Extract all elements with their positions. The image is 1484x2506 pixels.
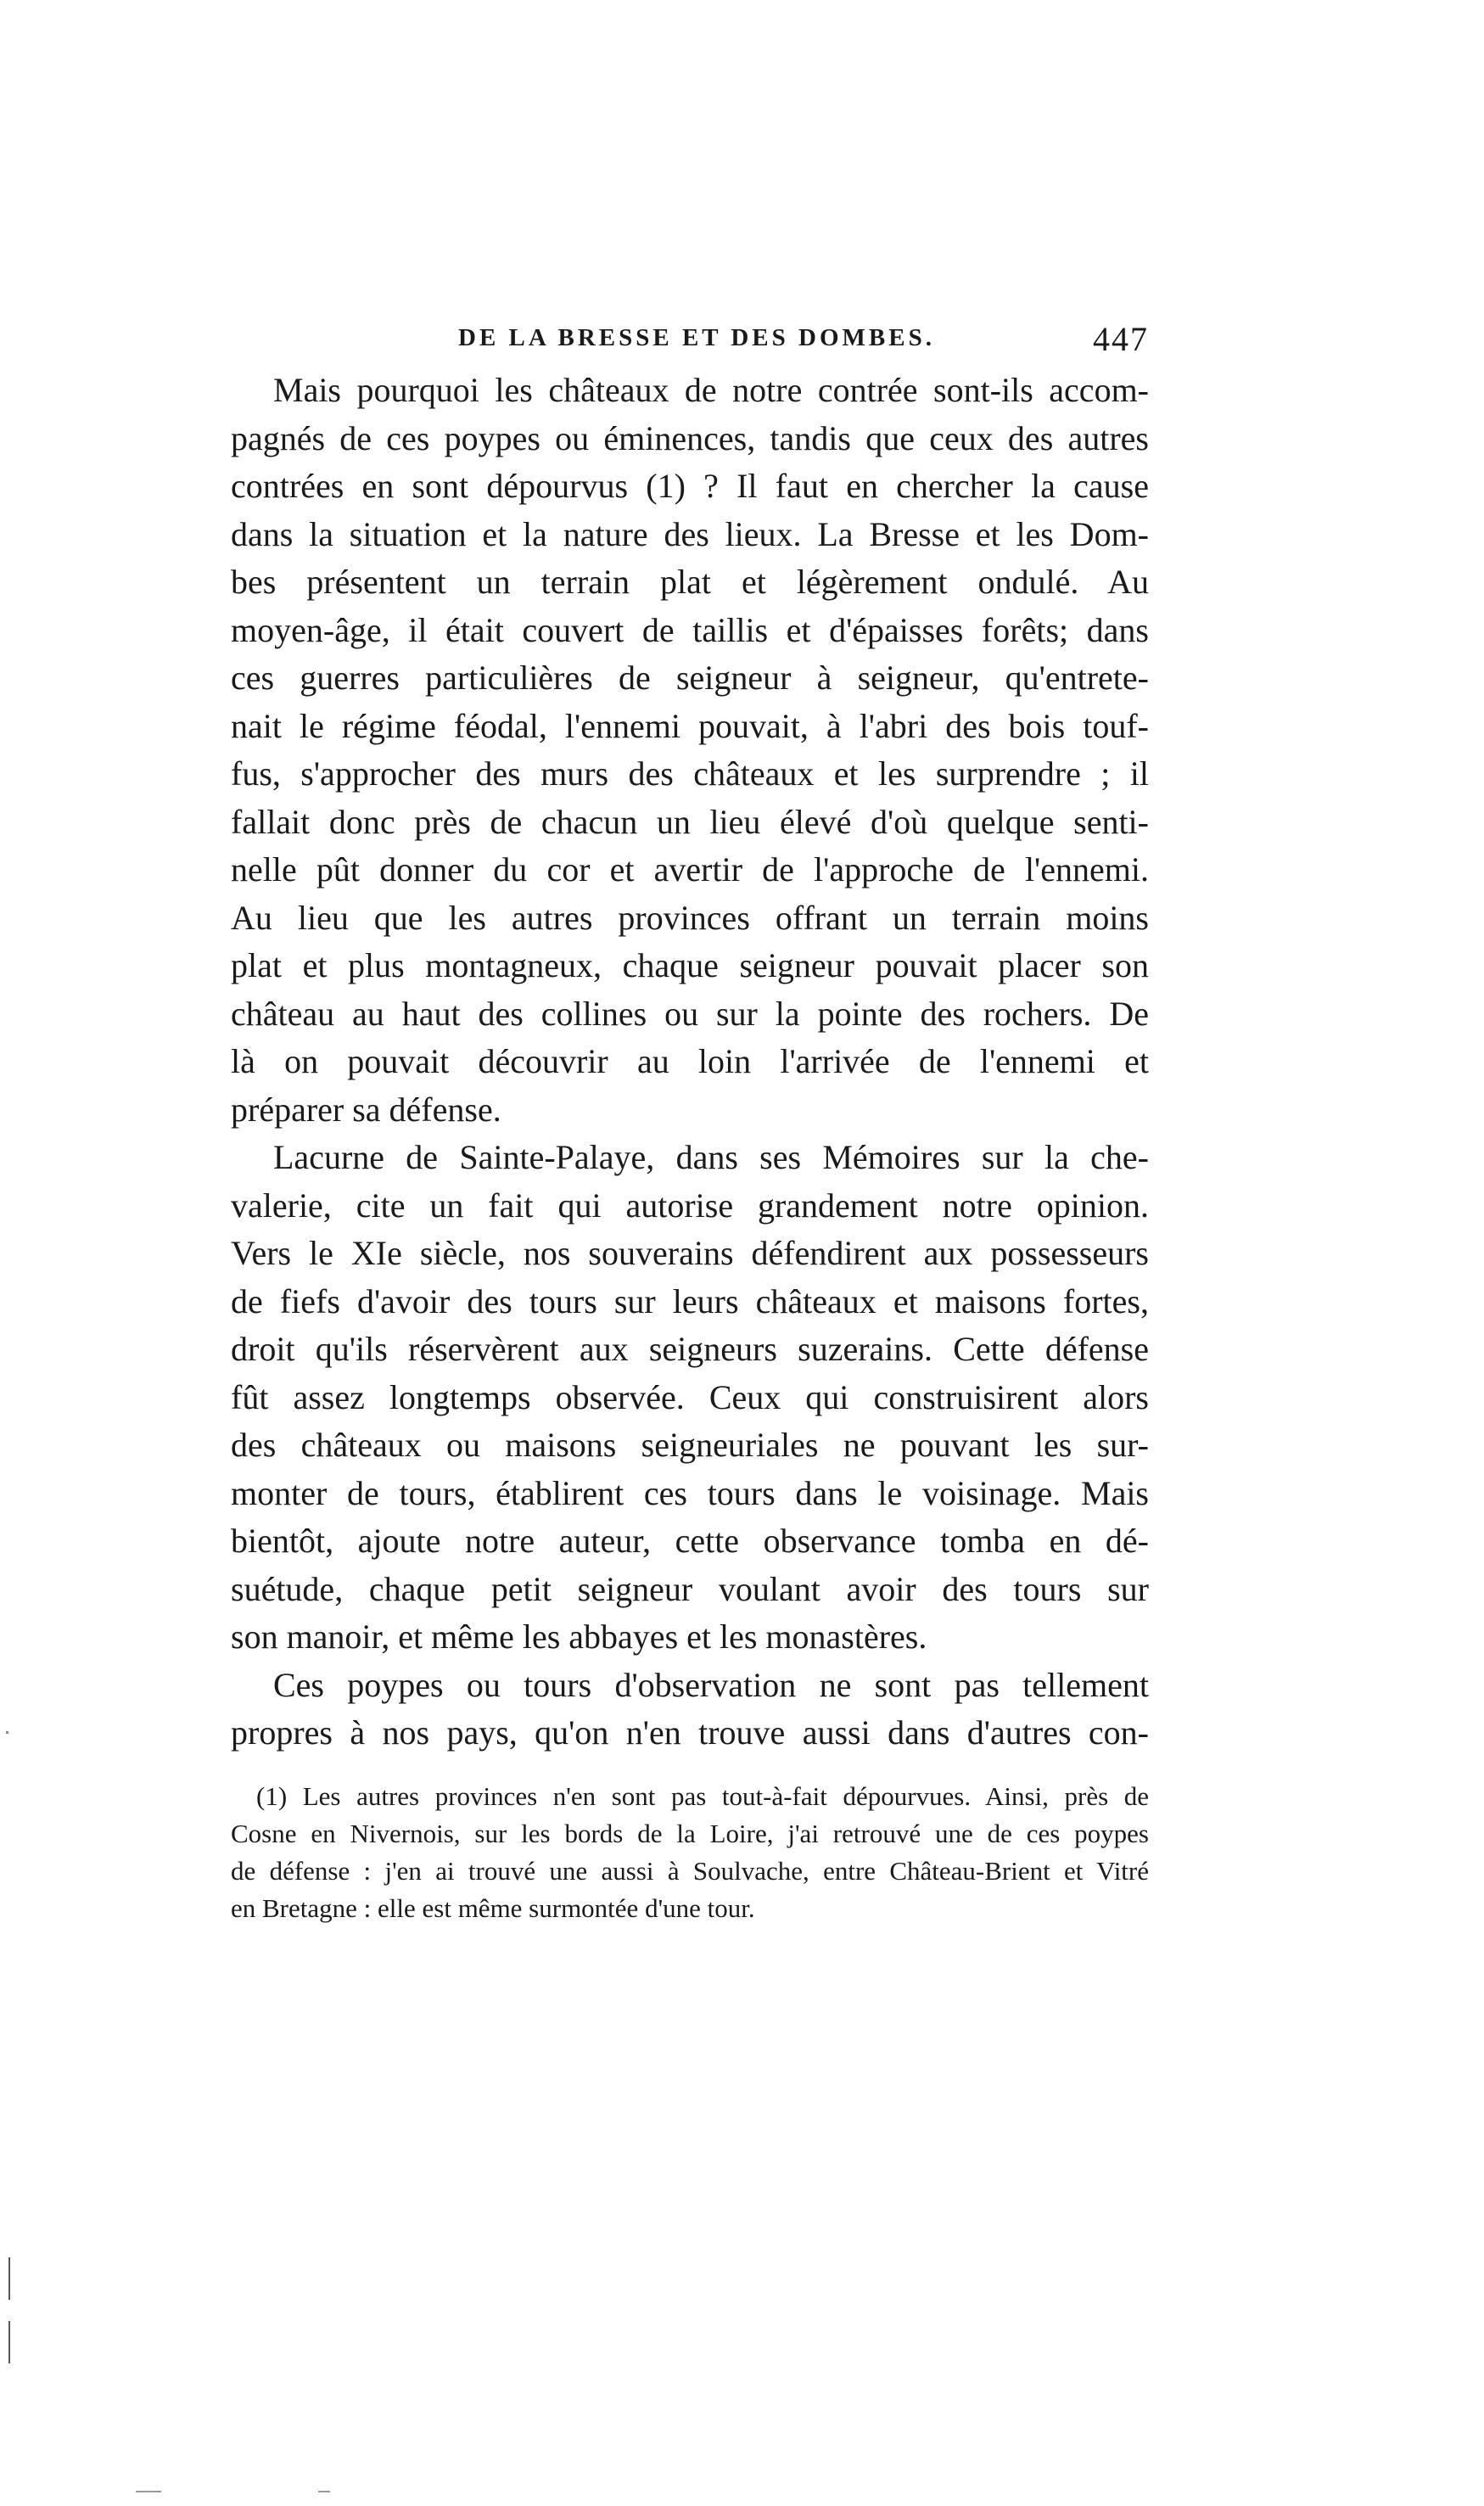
text-line: moyen-âge, il était couvert de taillis et d'épaisses forêts; dans (231, 610, 1149, 649)
body-text (231, 367, 1149, 1758)
text-line: château au haut des collines ou sur la pointe des rochers. De (231, 994, 1149, 1033)
margin-line-mark (8, 2321, 10, 2363)
text-line: contrées en sont dépourvus (1) ? Il faut en chercher la cause (231, 467, 1149, 505)
text-line: valerie, cite un fait qui autorise grandement notre opinion. (231, 1186, 1149, 1225)
text-line: dans la situation et la nature des lieux. La Bresse et les Dom- (231, 514, 1149, 553)
text-line: Mais pourquoi les châteaux de notre contrée sont-ils accom- (273, 371, 1149, 409)
bottom-scan-mark (136, 2491, 161, 2492)
text-line: ces guerres particulières de seigneur à seigneur, qu'entrete- (231, 659, 1149, 697)
text-line: nait le régime féodal, l'ennemi pouvait, à l'abri des bois touf- (231, 706, 1149, 745)
text-line: préparer sa défense. (231, 1090, 501, 1129)
footnote-line: de défense : j'en ai trouvé une aussi à Soulvache, entre Château-Brient et Vitré (231, 1856, 1149, 1886)
footnotes (231, 1778, 1149, 1927)
footnote-line: en Bretagne : elle est même surmontée d'une tour. (231, 1893, 755, 1923)
running-title: DE LA BRESSE ET DES DOMBES. (458, 324, 935, 351)
text-line: suétude, chaque petit seigneur voulant avoir des tours sur (231, 1569, 1149, 1608)
text-line: bientôt, ajoute notre auteur, cette observance tomba en dé- (231, 1522, 1149, 1560)
text-line: monter de tours, établirent ces tours dans le voisinage. Mais (231, 1473, 1149, 1512)
text-line: bes présentent un terrain plat et légèrement ondulé. Au (231, 563, 1149, 601)
footnote-line: (1) Les autres provinces n'en sont pas tout-à-fait dépourvues. Ainsi, près de (256, 1781, 1149, 1811)
text-line: Au lieu que les autres provinces offrant un terrain moins (231, 898, 1149, 937)
footnote-line: Cosne en Nivernois, sur les bords de la Loire, j'ai retrouvé une de ces poypes (231, 1819, 1149, 1848)
text-line: de fiefs d'avoir des tours sur leurs châteaux et maisons fortes, (231, 1281, 1149, 1320)
text-line: nelle pût donner du cor et avertir de l'approche de l'ennemi. (231, 850, 1149, 889)
text-line: plat et plus montagneux, chaque seigneur pouvait placer son (231, 946, 1149, 984)
ink-speck (6, 1731, 8, 1734)
running-head (231, 316, 1156, 367)
text-line: là on pouvait découvrir au loin l'arrivée de l'ennemi et (231, 1042, 1149, 1080)
text-line: fus, s'approcher des murs des châteaux et les surprendre ; il (231, 754, 1149, 793)
text-line: propres à nos pays, qu'on n'en trouve aussi dans d'autres con- (231, 1713, 1149, 1752)
text-line: Lacurne de Sainte-Palaye, dans ses Mémoires sur la che- (273, 1138, 1149, 1176)
text-line: son manoir, et même les abbayes et les monastères. (231, 1617, 927, 1656)
text-line: pagnés de ces poypes ou éminences, tandis que ceux des autres (231, 418, 1149, 457)
text-line: fallait donc près de chacun un lieu élevé d'où quelque senti- (231, 802, 1149, 841)
text-line: fût assez longtemps observée. Ceux qui construisirent alors (231, 1377, 1149, 1416)
margin-line-mark (8, 2257, 10, 2300)
text-line: Vers le XIe siècle, nos souverains défendirent aux possesseurs (231, 1234, 1149, 1272)
text-line: droit qu'ils réservèrent aux seigneurs suzerains. Cette défense (231, 1330, 1149, 1368)
text-line: Ces poypes ou tours d'observation ne sont pas tellement (273, 1665, 1149, 1704)
text-line: des châteaux ou maisons seigneuriales ne pouvant les sur- (231, 1426, 1149, 1464)
bottom-scan-mark (318, 2491, 330, 2492)
page-number: 447 (1093, 320, 1149, 358)
